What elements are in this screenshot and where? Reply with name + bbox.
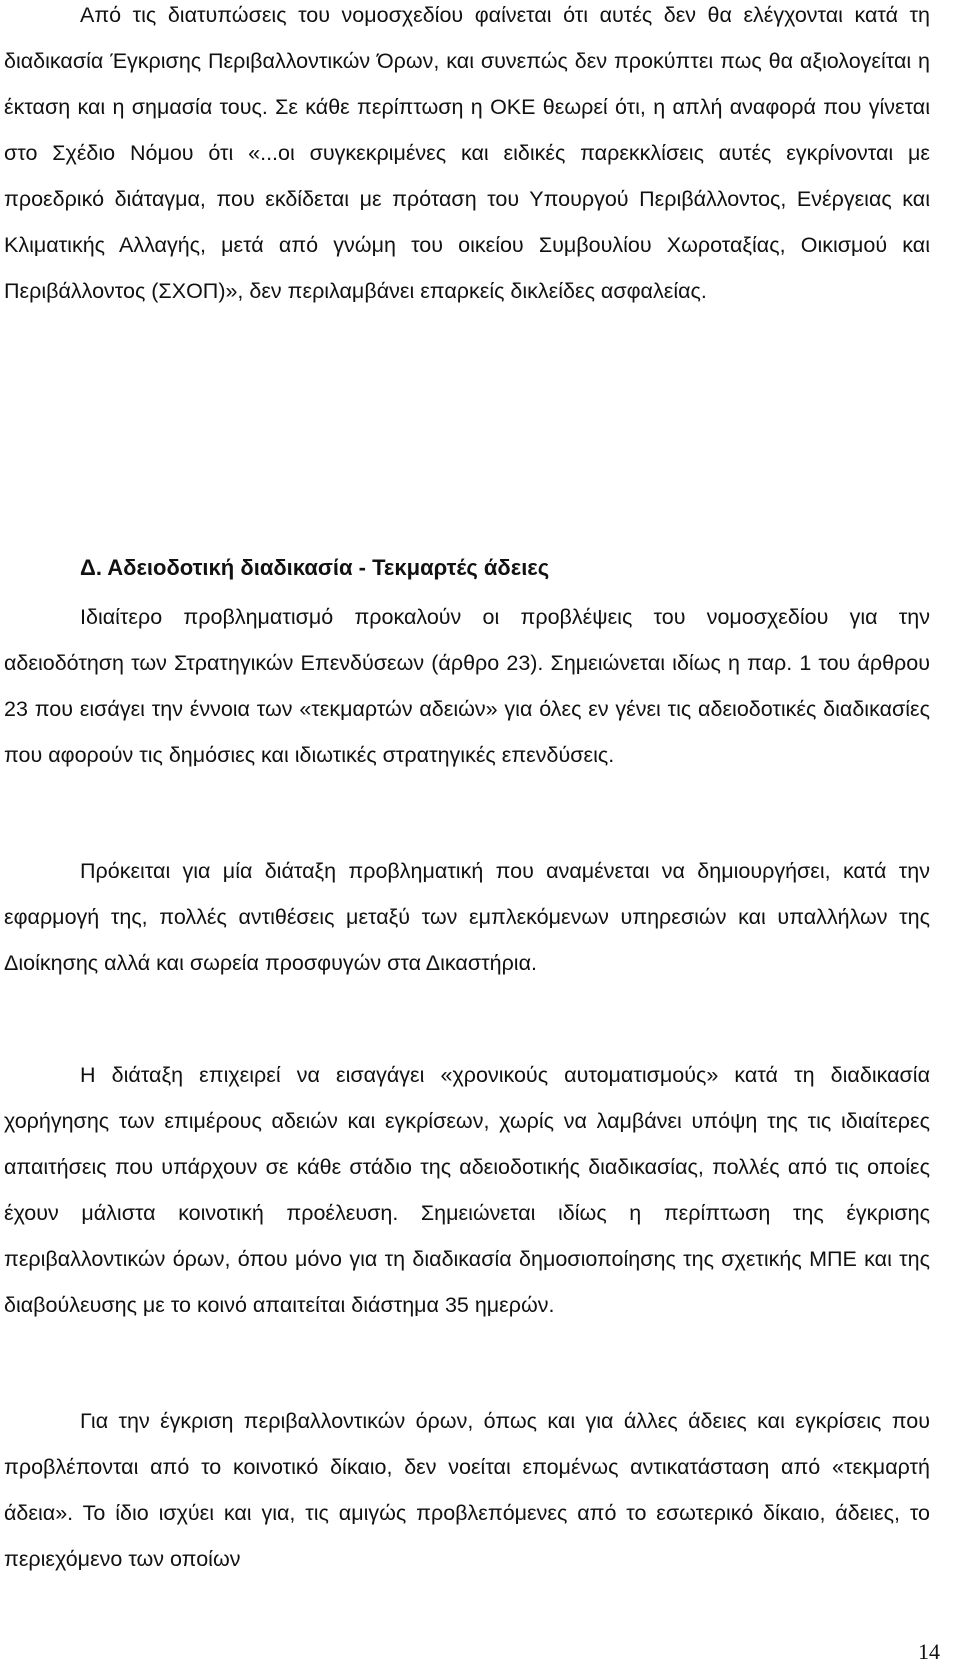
section-heading: Δ. Αδειοδοτική διαδικασία - Τεκμαρτές άδειες [80, 555, 550, 580]
page-number: 14 [918, 1639, 940, 1664]
paragraph-environmental-terms: Για την έγκριση περιβαλλοντικών όρων, όπως και για άλλες άδειες και εγκρίσεις που προβλέπονται από το κοινοτικό δίκαιο, δεν νοείται επομένως αντικατάσταση από «τεκμαρτή άδεια». Το ίδιο ισχύει και για, τις αμιγώς προβλεπόμενες από το εσωτερικό δίκαιο, άδειες, το περιεχόμενο των οποίων [4, 1409, 930, 1571]
paragraph-time-automatisms: Η διάταξη επιχειρεί να εισαγάγει «χρονικούς αυτοματισμούς» κατά τη διαδικασία χορήγησης των επιμέρους αδειών και εγκρίσεων, χωρίς να λαμβάνει υπόψη της τις ιδιαίτερες απαιτήσεις που υπάρχουν σε κάθε στάδιο της αδειοδοτικής διαδικασίας, πολλές από τις οποίες έχουν μάλιστα κοινοτική προέλευση. Σημειώνεται ιδίως η περίπτωση της έγκρισης περιβαλλοντικών όρων, όπου μόνο για τη διαδικασία δημοσιοποίησης της σχετικής ΜΠΕ και της διαβούλευσης με το κοινό απαιτείται διάστημα 35 ημερών. [4, 1063, 930, 1317]
paragraph-special-exceptions: Από τις διατυπώσεις του νομοσχεδίου φαίνεται ότι αυτές δεν θα ελέγχονται κατά τη διαδικασία Έγκρισης Περιβαλλοντικών Όρων, και συνεπώς δεν προκύπτει πως θα αξιολογείται η έκταση και η σημασία τους. Σε κάθε περίπτωση η ΟΚΕ θεωρεί ότι, η απλή αναφορά που γίνεται στο Σχέδιο Νόμου ότι «...οι συγκεκριμένες και ειδικές παρεκκλίσεις αυτές εγκρίνονται με προεδρικό διάταγμα, που εκδίδεται με πρόταση του Υπουργού Περιβάλλοντος, Ενέργειας και Κλιματικής Αλλαγής, μετά από γνώμη του οικείου Συμβουλίου Χωροταξίας, Οικισμού και Περιβάλλοντος (ΣΧΟΠ)», δεν περιλαμβάνει επαρκείς δικλείδες ασφαλείας. [4, 3, 930, 303]
paragraph-strategic-investments: Ιδιαίτερο προβληματισμό προκαλούν οι προβλέψεις του νομοσχεδίου για την αδειοδότηση των Στρατηγικών Επενδύσεων (άρθρο 23). Σημειώνεται ιδίως η παρ. 1 του άρθρου 23 που εισάγει την έννοια των «τεκμαρτών αδειών» για όλες εν γένει τις αδειοδοτικές διαδικασίες που αφορούν τις δημόσιες και ιδιωτικές στρατηγικές επενδύσεις. [4, 605, 930, 767]
paragraph-problematic-provision: Πρόκειται για μία διάταξη προβληματική που αναμένεται να δημιουργήσει, κατά την εφαρμογή της, πολλές αντιθέσεις μεταξύ των εμπλεκόμενων υπηρεσιών και υπαλλήλων της Διοίκησης αλλά και σωρεία προσφυγών στα Δικαστήρια. [4, 859, 930, 975]
